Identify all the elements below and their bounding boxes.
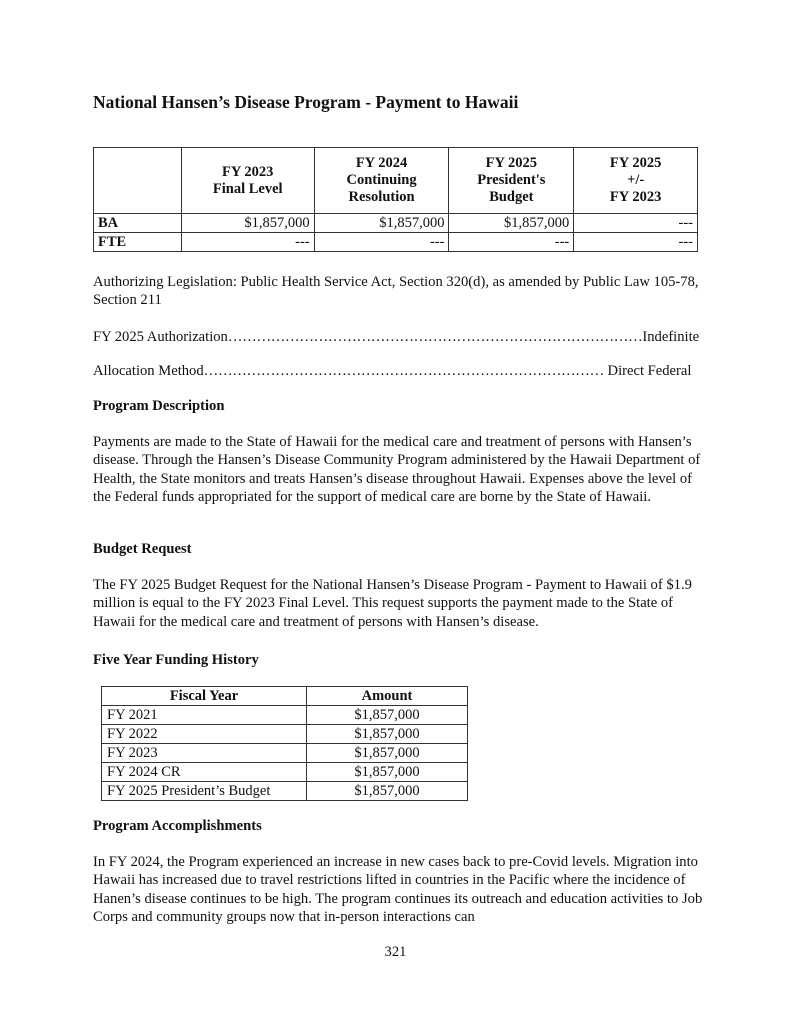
summary-header-row xyxy=(94,148,698,214)
budget-request-text: The FY 2025 Budget Request for the National Hansen’s Disease Program - Payment to Hawaii of $1.9 million is equal to the FY 2023 Final Level. This request supports the payment made to the State of Hawaii for the medical care and treatment of persons with Hansen’s disease. xyxy=(93,577,692,630)
allocation-label: Allocation Method xyxy=(93,363,204,379)
amount-cell: $1,857,000 xyxy=(307,744,468,763)
summary-header-blank xyxy=(94,148,182,214)
table-row xyxy=(102,763,468,782)
cell-value: --- xyxy=(314,233,449,252)
cell-value: --- xyxy=(181,233,314,252)
cell-value: $1,857,000 xyxy=(314,214,449,233)
amount-cell: $1,857,000 xyxy=(307,782,468,801)
program-description-heading: Program Description xyxy=(93,398,225,414)
budget-summary-table xyxy=(93,147,698,252)
leader-dots: …………………………………………………………………………… xyxy=(227,329,643,345)
table-row xyxy=(102,744,468,763)
funding-history-heading: Five Year Funding History xyxy=(93,652,259,668)
summary-row-fte xyxy=(94,233,698,252)
summary-header-change: FY 2025 +/- FY 2023 xyxy=(574,148,698,214)
authorization-value: Indefinite xyxy=(642,329,700,345)
budget-request-heading: Budget Request xyxy=(93,541,192,557)
row-label: BA xyxy=(94,214,182,233)
fiscal-year-cell: FY 2023 xyxy=(102,744,307,763)
summary-header-fy2025: FY 2025 President's Budget xyxy=(449,148,574,214)
amount-cell: $1,857,000 xyxy=(307,725,468,744)
allocation-line xyxy=(93,362,691,380)
summary-row-ba xyxy=(94,214,698,233)
summary-header-fy2024: FY 2024 Continuing Resolution xyxy=(314,148,449,214)
amount-cell: $1,857,000 xyxy=(307,763,468,782)
authorization-label: FY 2025 Authorization xyxy=(93,329,228,345)
page-title: National Hansen’s Disease Program - Payment to Hawaii xyxy=(93,92,519,112)
amount-cell: $1,857,000 xyxy=(307,706,468,725)
funding-history-table xyxy=(101,686,468,801)
authorization-line xyxy=(93,328,699,346)
cell-value: --- xyxy=(574,214,698,233)
allocation-value: Direct Federal xyxy=(603,363,692,379)
fiscal-year-cell: FY 2025 President’s Budget xyxy=(102,782,307,801)
fiscal-year-cell: FY 2022 xyxy=(102,725,307,744)
fiscal-year-cell: FY 2021 xyxy=(102,706,307,725)
cell-value: --- xyxy=(449,233,574,252)
cell-value: $1,857,000 xyxy=(181,214,314,233)
accomplishments-text: In FY 2024, the Program experienced an increase in new cases back to pre-Covid levels. Migration into Hawaii has increased due to travel restrictions lifted in countries in the Pacific where the incidence of Hanen’s disease continues to be high. The program continues its outreach and education activities to Job Corps and community groups now that in-person interactions can xyxy=(93,854,703,926)
summary-header-fy2023: FY 2023 Final Level xyxy=(181,148,314,214)
cell-value: --- xyxy=(574,233,698,252)
header-fiscal-year: Fiscal Year xyxy=(102,687,307,706)
page-number: 321 xyxy=(384,944,407,960)
fiscal-year-cell: FY 2024 CR xyxy=(102,763,307,782)
accomplishments-heading: Program Accomplishments xyxy=(93,818,262,834)
table-row xyxy=(102,706,468,725)
row-label: FTE xyxy=(94,233,182,252)
program-description-text: Payments are made to the State of Hawaii for the medical care and treatment of persons with Hansen’s disease. Through the Hansen’s Disease Community Program administered by the Hawaii Department of Health, the State monitors and treats Hansen’s disease throughout Hawaii. Expenses above the level of the Federal funds appropriated for the support of medical care are borne by the State of Hawaii. xyxy=(93,434,701,506)
header-amount: Amount xyxy=(307,687,468,706)
authorizing-legislation: Authorizing Legislation: Public Health Service Act, Section 320(d), as amended by Public Law 105-78, Section 211 xyxy=(93,274,699,309)
table-row xyxy=(102,725,468,744)
table-row xyxy=(102,782,468,801)
funding-header-row xyxy=(102,687,468,706)
leader-dots: ………………………………………………………………………… xyxy=(203,363,604,379)
cell-value: $1,857,000 xyxy=(449,214,574,233)
